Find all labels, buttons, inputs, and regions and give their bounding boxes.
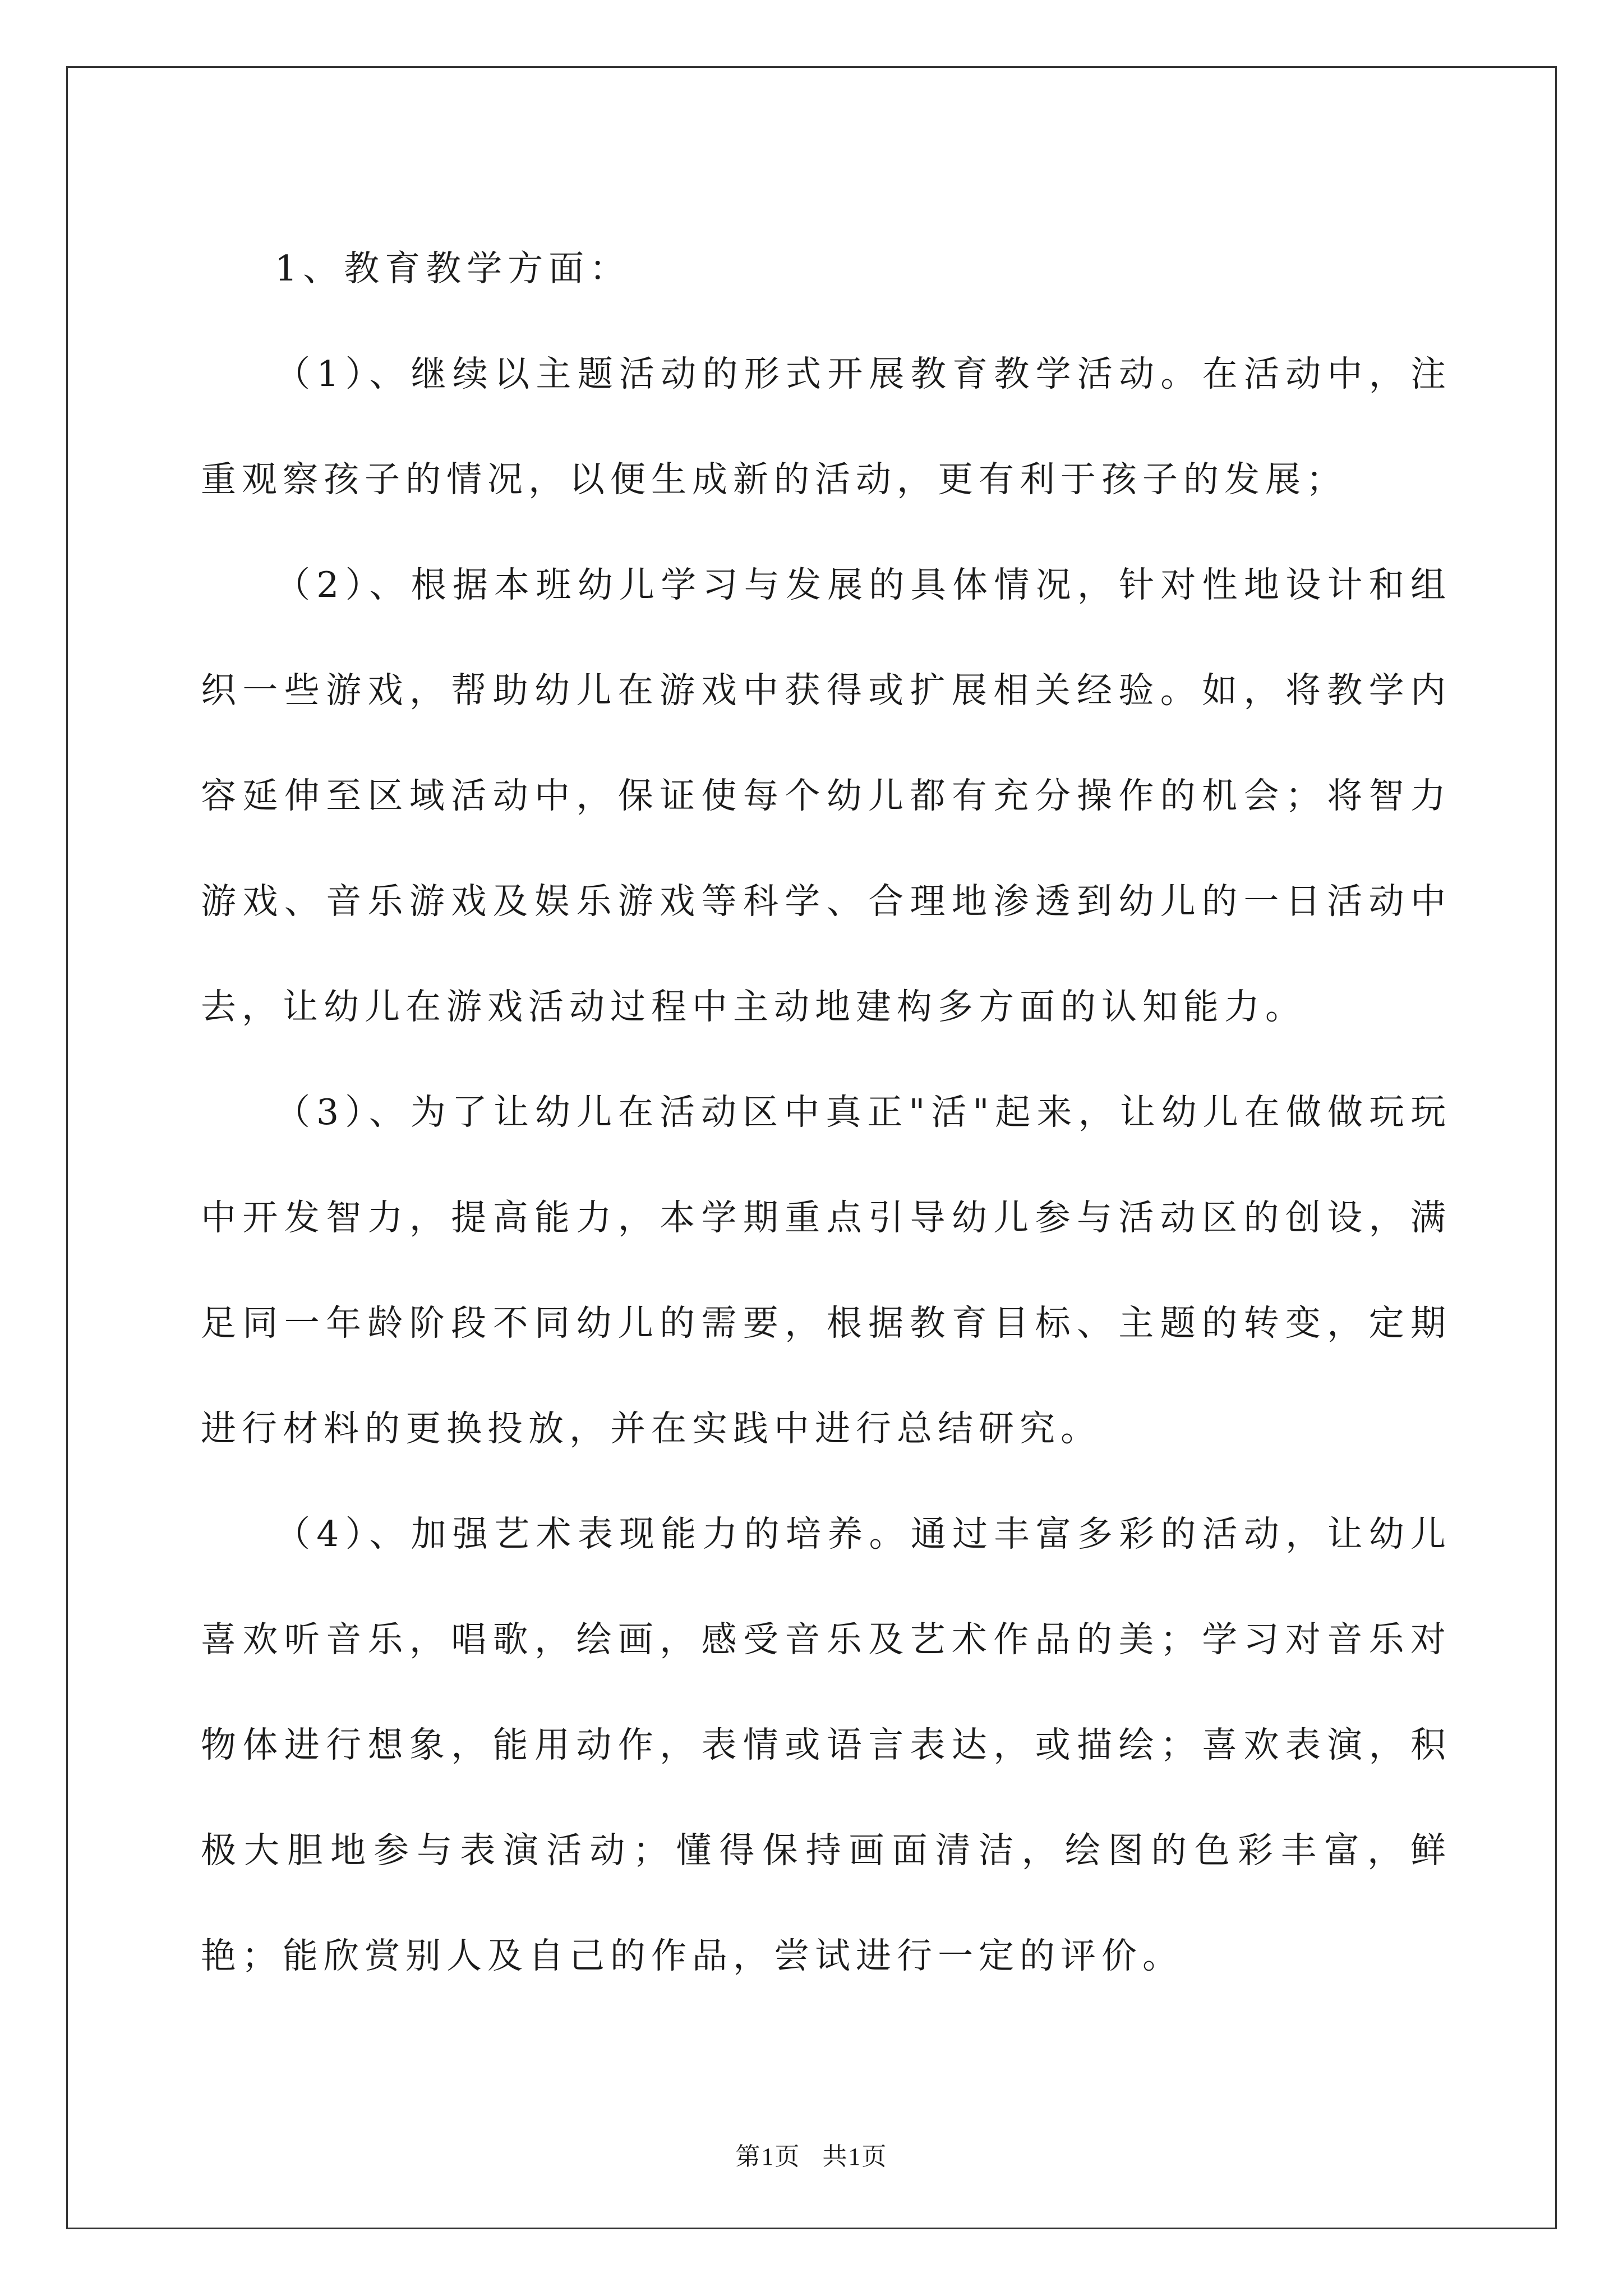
paragraph-3: （3）、为了让幼儿在活动区中真正"活"起来，让幼儿在做做玩玩中开发智力，提高能力，本学期重点引导幼儿参与活动区的创设，满足同一年龄阶段不同幼儿的需要，根据教育目标、主题的转变，定期进行材料的更换投放，并在实践中进行总结研究。 bbox=[201, 1092, 1451, 1449]
paragraph-2: （2）、根据本班幼儿学习与发展的具体情况，针对性地设计和组织一些游戏，帮助幼儿在游戏中获得或扩展相关经验。如，将教学内容延伸至区域活动中，保证使每个幼儿都有充分操作的机会；将智力游戏、音乐游戏及娱乐游戏等科学、合理地渗透到幼儿的一日活动中去，让幼儿在游戏活动过程中主动地建构多方面的认知能力。 bbox=[201, 564, 1451, 1027]
page-number: 第1页 bbox=[735, 2143, 801, 2170]
page-total: 共1页 bbox=[822, 2143, 888, 2170]
page-footer bbox=[0, 2136, 1623, 2172]
paragraph-1: （1）、继续以主题活动的形式开展教育教学活动。在活动中，注重观察孩子的情况，以便生成新的活动，更有利于孩子的发展； bbox=[201, 353, 1451, 500]
section-heading: 1、教育教学方面： bbox=[275, 248, 631, 289]
paragraph-4: （4）、加强艺术表现能力的培养。通过丰富多彩的活动，让幼儿喜欢听音乐，唱歌，绘画，感受音乐及艺术作品的美；学习对音乐对物体进行想象，能用动作，表情或语言表达，或描绘；喜欢表演，积极大胆地参与表演活动；懂得保持画面清洁，绘图的色彩丰富，鲜艳；能欣赏别人及自己的作品，尝试进行一定的评价。 bbox=[201, 1513, 1451, 1976]
document-body bbox=[201, 216, 1451, 2009]
